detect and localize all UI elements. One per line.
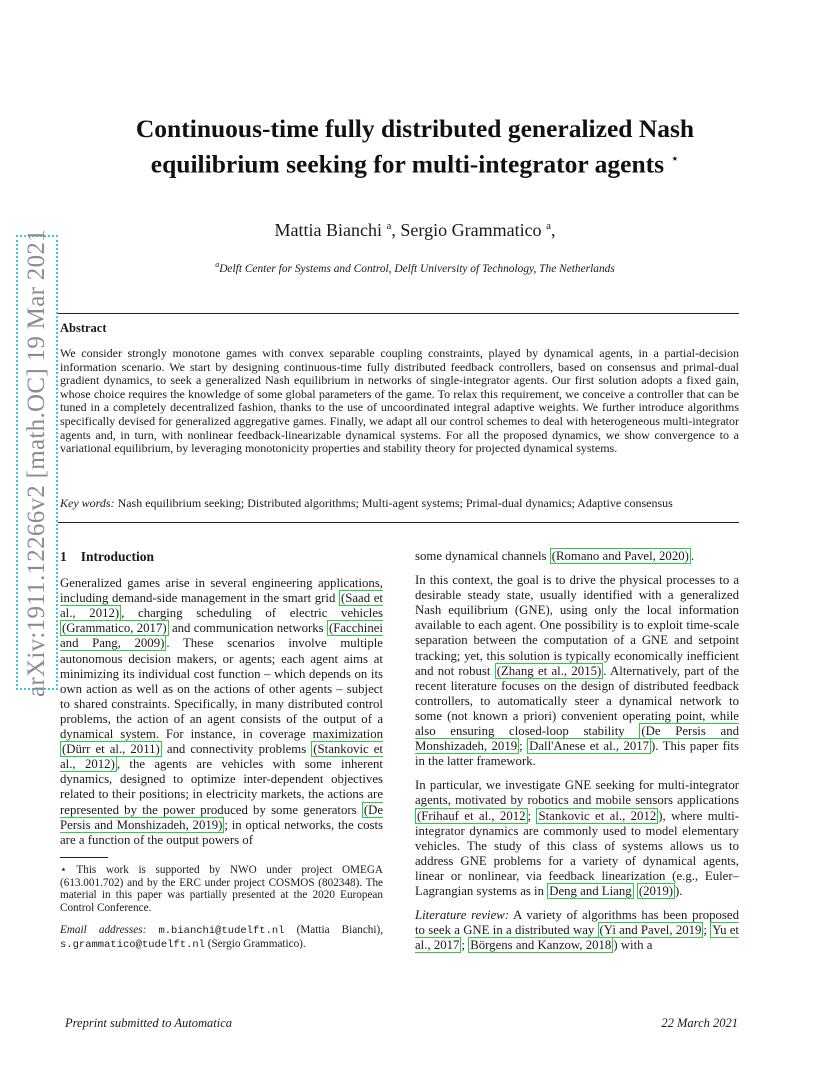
right-paragraph-1: [415, 573, 739, 769]
author-1: Mattia Bianchi: [274, 220, 383, 240]
authors: [70, 220, 760, 241]
keywords-label: Key words:: [60, 496, 115, 510]
title-footnote-mark[interactable]: ⋆: [670, 152, 680, 167]
section-title: Introduction: [80, 549, 155, 564]
abstract-heading: Abstract: [60, 321, 107, 335]
footnote-text: This work is supported by NWO under project OMEGA (613.001.702) and by the ERC under project COSMOS (802348). The material in this paper was partially presented at the 2020 European Control Conference.: [60, 863, 383, 915]
paper-title: [70, 113, 760, 180]
footer-journal: Preprint submitted to Automatica: [65, 1016, 233, 1030]
text: ;: [527, 808, 537, 823]
citation-link[interactable]: (Zhang et al., 2015): [496, 663, 602, 678]
text: . These scenarios involve multiple autonomous decision makers, or agents; each agent aims at minimizing its individual cost function – which depends on its own action as well as on the actions of other agents – subject to shared constraints. Specifically, in many distributed control problems, the action of an agent consists of the output of a dynamical system. For instance, in coverage maximization: [60, 636, 383, 742]
text: ), where multi-integrator dynamics are commonly used to model elementary vehicles. The study of this class of systems allows us to address GNE problems for a variety of dynamical agents, linear or nonlinear, via feedback linearization (e.g., Euler–Lagrangian systems as in: [415, 808, 740, 898]
text: , charging scheduling of electric vehicles: [121, 606, 383, 621]
footnote-funding: [60, 864, 383, 915]
text: ). This paper fits in the latter framework.: [415, 739, 739, 769]
citation-link[interactable]: (Yi and Pavel, 2019: [599, 923, 702, 938]
text: Generalized games arise in several engineering applications, including demand-side management in the smart grid: [60, 576, 383, 606]
arxiv-identifier: arXiv:1911.12266v2 [math.OC] 19 Mar 2021: [23, 228, 50, 697]
footnote-rule: [60, 857, 108, 858]
affiliation-mark: a: [215, 260, 220, 269]
citation-link[interactable]: (Grammatico, 2017): [62, 621, 167, 636]
text: some dynamical channels: [415, 549, 550, 563]
author-separator: ,: [391, 220, 401, 240]
text: . Alternatively, part of the recent literature focuses on the design of distributed feedback controllers, to automatically steer a dynamical network to some (not known a priori) convenient operating point, while also ensuring closed-loop stability: [415, 663, 739, 739]
authors-tail: ,: [550, 220, 556, 240]
email-label: Email addresses:: [60, 923, 147, 936]
citation-link[interactable]: (Stankovic et al., 2012): [60, 742, 383, 772]
author-2-affil-mark: a: [546, 220, 551, 232]
text: ).: [675, 883, 683, 898]
author-2: Sergio Grammatico: [400, 220, 542, 240]
keywords: [60, 496, 750, 511]
section-number: 1: [60, 549, 67, 564]
title-line-2: equilibrium seeking for multi-integrator agents: [150, 149, 665, 179]
text: ; in optical networks, the costs are a function of the output powers of: [60, 817, 383, 847]
keywords-text: Nash equilibrium seeking; Distributed algorithms; Multi-agent systems; Primal-dual dynamics; Adaptive consensus: [114, 496, 673, 510]
footer-date: 22 March 2021: [661, 1016, 738, 1030]
footnote-emails: [60, 924, 383, 952]
footnote-mark: ⋆: [60, 863, 68, 876]
text: ;: [461, 938, 469, 953]
abstract-body: We consider strongly monotone games with convex separable coupling constraints, played by dynamical agents, in a partial-decision information scenario. We start by designing continuous-time fully distributed feedback controllers, based on consensus and primal-dual gradient dynamics, to seek a generalized Nash equilibrium in networks of single-integrator agents. Our first solution adopts a fixed gain, whose choice requires the knowledge of some global parameters of the game. To relax this requirement, we conceive a controller that can be tuned in a completely decentralized fashion, thanks to the use of uncoordinated integral adaptive weights. We further introduce algorithms specifically devised for generalized aggregative games. Finally, we adapt all our control schemes to deal with heterogeneous multi-integrator agents and, in turn, with nonlinear feedback-linearizable dynamical systems. For all the proposed dynamics, we show convergence to a variational equilibrium, by leveraging monotonicity properties and stability theory for projected dynamical systems.: [60, 346, 739, 456]
left-column: [60, 549, 383, 961]
intro-paragraph-1: [60, 576, 383, 848]
text: In this context, the goal is to drive the physical processes to a desirable steady state, usually identified with a generalized Nash equilibrium (GNE), using only the local information available to each agent. One possibility is to exploit time-scale separation between the computation of a GNE and setpoint tracking; yet, this solution is typically economically inefficient and not robust: [415, 573, 739, 678]
email-owner-1: (Mattia Bianchi),: [284, 923, 384, 936]
text: ;: [703, 923, 711, 938]
citation-link[interactable]: (Dürr et al., 2011): [62, 742, 160, 757]
text: .: [690, 549, 695, 563]
right-paragraph-3: [415, 908, 739, 953]
title-line-1: Continuous-time fully distributed generalized Nash: [135, 114, 695, 143]
citation-link[interactable]: (Romano and Pavel, 2020): [551, 549, 689, 563]
citation-link[interactable]: (Saad et al., 2012): [60, 591, 383, 621]
citation-link[interactable]: Yu et al., 2017: [415, 923, 739, 953]
citation-link[interactable]: (Frihauf et al., 2012: [417, 808, 526, 823]
citation-link[interactable]: (De Persis and Monshizadeh, 2019): [60, 802, 383, 832]
citation-link[interactable]: Deng and Liang: [549, 883, 632, 898]
citation-link[interactable]: Stankovic et al., 2012: [538, 808, 657, 823]
text: ;: [519, 739, 528, 754]
text: ) with a: [613, 938, 653, 953]
author-1-affil-mark: a: [386, 220, 392, 232]
text: and connectivity problems: [161, 742, 312, 757]
right-paragraph-2: [415, 778, 739, 899]
email-link-1[interactable]: m.bianchi@tudelft.nl: [158, 924, 285, 937]
citation-link[interactable]: Börgens and Kanzow, 2018: [470, 938, 612, 953]
email-link-2[interactable]: s.grammatico@tudelft.nl: [60, 938, 205, 951]
text: A variety of algorithms has been proposed to seek a GNE in a distributed way: [415, 908, 739, 938]
text: and communication networks: [168, 621, 327, 636]
citation-link[interactable]: (De Persis and Monshizadeh, 2019: [415, 724, 740, 754]
citation-link[interactable]: Dall'Anese et al., 2017: [529, 739, 650, 754]
right-column: [415, 549, 739, 962]
email-owner-2: (Sergio Grammatico).: [204, 937, 306, 950]
keywords-bottom-rule: [58, 522, 739, 523]
text: , the agents are vehicles with some inherent dynamics, designed to optimize inter-dependent objectives related to their positions; in electricity markets, the actions are represented by the power produced by some generators: [60, 757, 383, 817]
citation-link[interactable]: (2019): [638, 883, 673, 898]
paragraph-lead: Literature review:: [415, 908, 510, 923]
text: In particular, we investigate GNE seeking for multi-integrator agents, motivated by robotics and mobile sensors applications: [415, 778, 739, 808]
abstract-top-rule: [58, 313, 739, 314]
affiliation: [70, 260, 760, 275]
arxiv-stamp: [16, 228, 58, 697]
citation-link[interactable]: (Facchinei and Pang, 2009): [60, 621, 383, 651]
right-paragraph-0: [415, 549, 739, 564]
section-heading-introduction: [60, 549, 383, 564]
affiliation-text: Delft Center for Systems and Control, Delft University of Technology, The Netherlands: [219, 262, 615, 275]
